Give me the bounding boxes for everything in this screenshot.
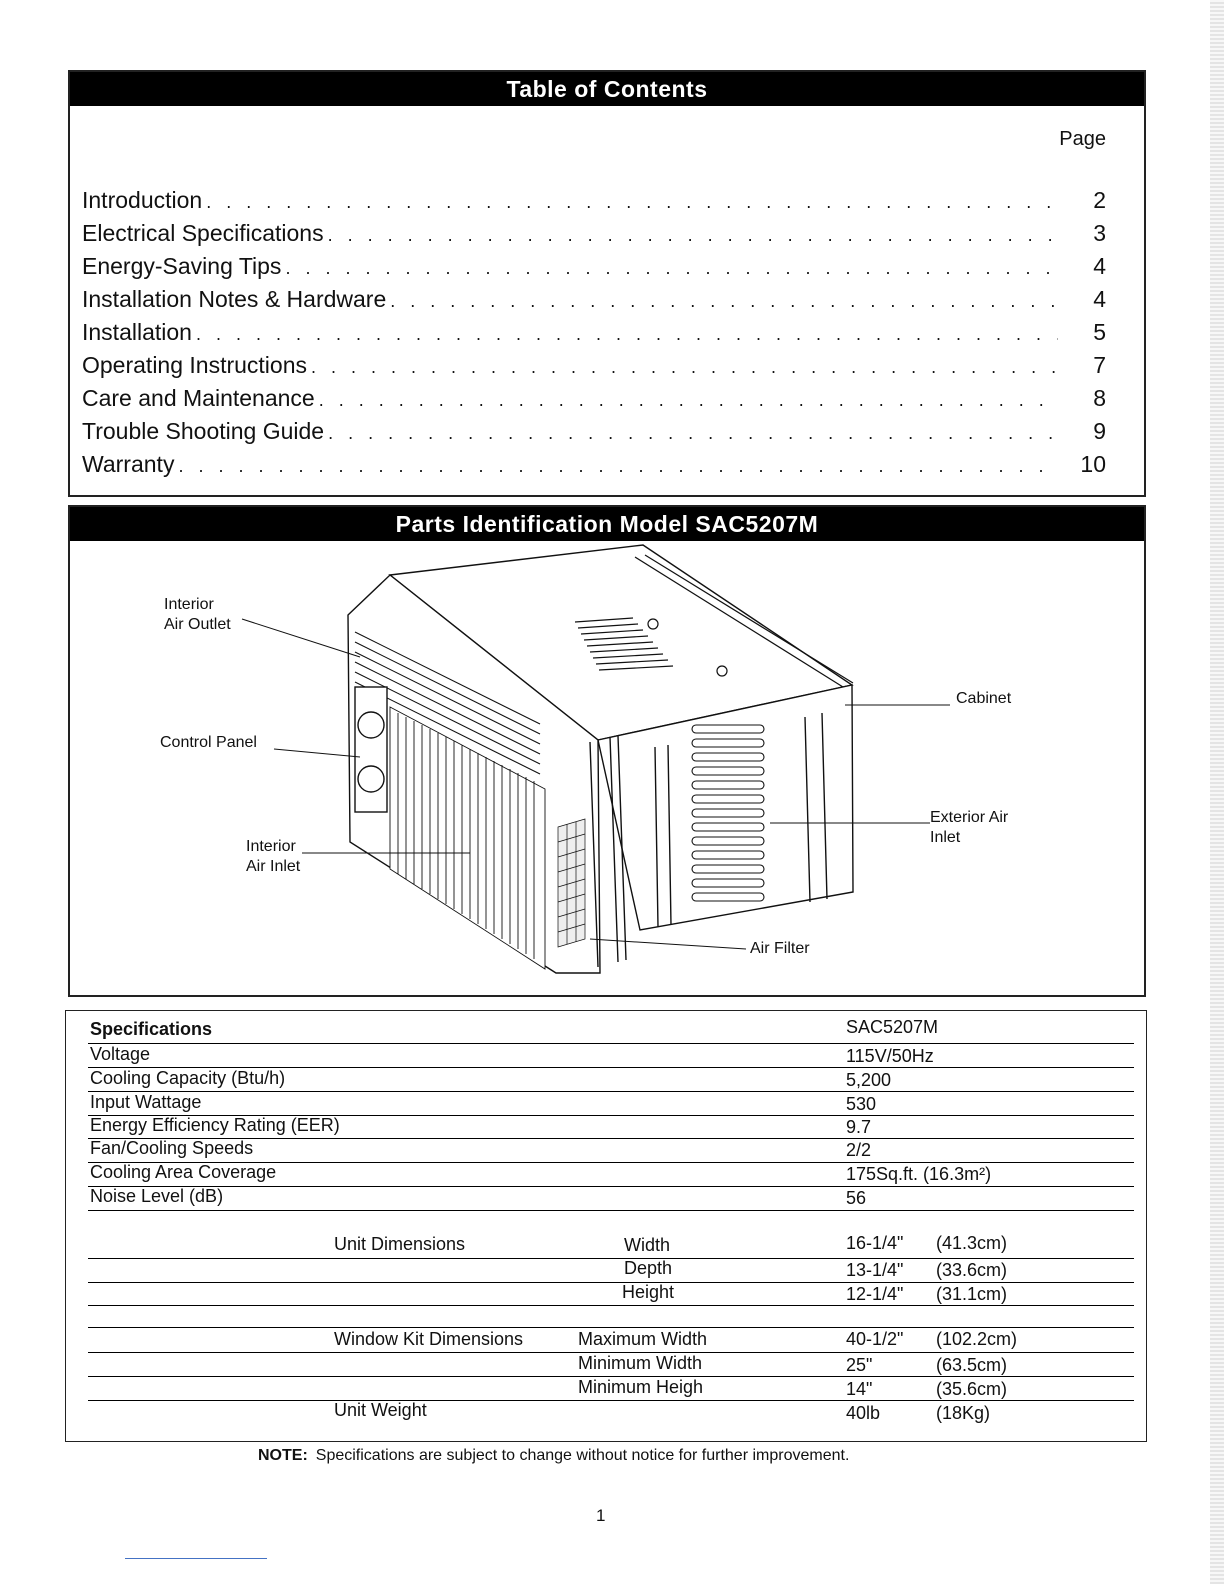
dim-label: Height (622, 1282, 675, 1302)
dim-label: Minimum Heigh (578, 1377, 704, 1397)
toc-entry-title: Introduction (82, 187, 203, 213)
spec-value: 9.7 (846, 1117, 872, 1137)
toc-entry-page: 5 (1093, 319, 1106, 345)
spec-value: 5,200 (846, 1070, 892, 1090)
toc-entry-page: 8 (1093, 385, 1106, 411)
spec-label: Energy Efficiency Rating (EER) (90, 1115, 340, 1135)
toc-leader-dots (319, 390, 1058, 411)
spec-value: 175Sq.ft. (16.3m²) (846, 1164, 992, 1184)
spec-label: Input Wattage (90, 1092, 202, 1112)
toc-page-label: Page (1059, 128, 1106, 150)
window-kit-label: Window Kit Dimensions (334, 1329, 524, 1349)
divider (88, 1091, 1134, 1092)
dim-metric: (63.5cm) (936, 1355, 1008, 1375)
toc-entry-title: Warranty (82, 451, 175, 477)
dim-label: Maximum Width (578, 1329, 708, 1349)
label-line: Exterior Air (930, 809, 1009, 826)
specs-model: SAC5207M (846, 1017, 939, 1037)
dim-imperial: 12-1/4" (846, 1284, 904, 1304)
toc-leader-dots (285, 258, 1058, 279)
toc-entry-page: 10 (1080, 451, 1106, 477)
dim-label: Minimum Width (578, 1353, 703, 1373)
toc-entry[interactable] (82, 187, 1106, 220)
toc-list (82, 187, 1106, 484)
spec-value: 530 (846, 1094, 877, 1114)
toc-entry-title: Energy-Saving Tips (82, 253, 282, 279)
dim-metric: (35.6cm) (936, 1379, 1008, 1399)
dim-label: Depth (624, 1258, 673, 1278)
toc-leader-dots (206, 192, 1058, 213)
toc-leader-dots (390, 291, 1058, 312)
label-interior-air-outlet (164, 595, 231, 635)
toc-entry-page: 9 (1093, 418, 1106, 444)
toc-entry-title: Care and Maintenance (82, 385, 315, 411)
spec-label: Voltage (90, 1044, 151, 1064)
divider (88, 1400, 1134, 1401)
divider (88, 1282, 1134, 1283)
toc-entry-page: 2 (1093, 187, 1106, 213)
divider (88, 1210, 1134, 1211)
toc-entry-title: Operating Instructions (82, 352, 308, 378)
toc-entry-title: Trouble Shooting Guide (82, 418, 325, 444)
dim-metric: (31.1cm) (936, 1284, 1008, 1304)
toc-entry-title: Installation Notes & Hardware (82, 286, 387, 312)
toc-heading: Table of Contents (70, 72, 1144, 106)
toc-entry-page: 3 (1093, 220, 1106, 246)
label-control-panel: Control Panel (160, 734, 257, 751)
toc-leader-dots (328, 423, 1058, 444)
dim-imperial: 40-1/2" (846, 1329, 904, 1349)
dim-imperial: 16-1/4" (846, 1233, 904, 1253)
weight-metric: (18Kg) (936, 1403, 991, 1423)
toc-entry[interactable] (82, 451, 1106, 484)
label-air-filter: Air Filter (750, 940, 810, 957)
dim-imperial: 25" (846, 1355, 873, 1375)
dim-imperial: 14" (846, 1379, 873, 1399)
dim-metric: (102.2cm) (936, 1329, 1018, 1349)
toc-entry[interactable] (82, 286, 1106, 319)
weight-imperial: 40lb (846, 1403, 881, 1423)
spec-value: 115V/50Hz (846, 1046, 934, 1066)
toc-entry[interactable] (82, 385, 1106, 418)
note-text: Specifications are subject to change without notice for further improvement. (315, 1447, 850, 1464)
toc-leader-dots (311, 357, 1058, 378)
label-interior-air-inlet (246, 837, 300, 877)
toc-entry[interactable] (82, 352, 1106, 385)
toc-entry-page: 7 (1093, 352, 1106, 378)
toc-entry-page: 4 (1093, 253, 1106, 279)
toc-entry[interactable] (82, 418, 1106, 451)
toc-entry[interactable] (82, 319, 1106, 352)
dim-imperial: 13-1/4" (846, 1260, 904, 1280)
divider (88, 1258, 1134, 1259)
divider (88, 1043, 1134, 1044)
toc-leader-dots (178, 456, 1058, 477)
unit-weight-label: Unit Weight (334, 1400, 427, 1420)
spec-value: 2/2 (846, 1140, 872, 1160)
table-of-contents (68, 70, 1146, 497)
unit-dimensions-label: Unit Dimensions (334, 1234, 466, 1254)
spec-label: Cooling Area Coverage (90, 1162, 277, 1182)
toc-leader-dots (196, 324, 1058, 345)
label-line: Interior (246, 838, 296, 855)
toc-entry[interactable] (82, 253, 1106, 286)
toc-entry-title: Installation (82, 319, 192, 345)
toc-entry[interactable] (82, 220, 1106, 253)
dim-metric: (41.3cm) (936, 1233, 1008, 1253)
divider (88, 1186, 1134, 1187)
dim-label: Width (624, 1235, 671, 1255)
decorative-line (125, 1558, 267, 1559)
label-exterior-air-inlet (930, 808, 1008, 848)
dim-metric: (33.6cm) (936, 1260, 1008, 1280)
label-line: Air Outlet (164, 616, 231, 633)
toc-leader-dots (328, 225, 1058, 246)
toc-entry-title: Electrical Specifications (82, 220, 324, 246)
spec-label: Cooling Capacity (Btu/h) (90, 1068, 286, 1088)
air-filter-mesh (558, 819, 585, 947)
label-line: Air Inlet (246, 858, 301, 875)
spec-label: Fan/Cooling Speeds (90, 1138, 254, 1158)
specifications-table (65, 1010, 1147, 1442)
label-line: Interior (164, 596, 214, 613)
page-number: 1 (596, 1506, 606, 1525)
footnote (258, 1447, 849, 1465)
toc-entry-page: 4 (1093, 286, 1106, 312)
label-cabinet: Cabinet (956, 690, 1012, 707)
divider (88, 1305, 1134, 1306)
divider (88, 1327, 1134, 1328)
spec-label: Noise Level (dB) (90, 1186, 224, 1206)
spec-value: 56 (846, 1188, 867, 1208)
note-label: NOTE: (258, 1447, 308, 1464)
control-panel-frame (355, 687, 387, 812)
label-line: Inlet (930, 829, 961, 846)
specs-header-label: Specifications (90, 1019, 213, 1039)
parts-identification (68, 505, 1146, 997)
parts-heading: Parts Identification Model SAC5207M (70, 507, 1144, 541)
scan-edge (1210, 0, 1224, 1584)
